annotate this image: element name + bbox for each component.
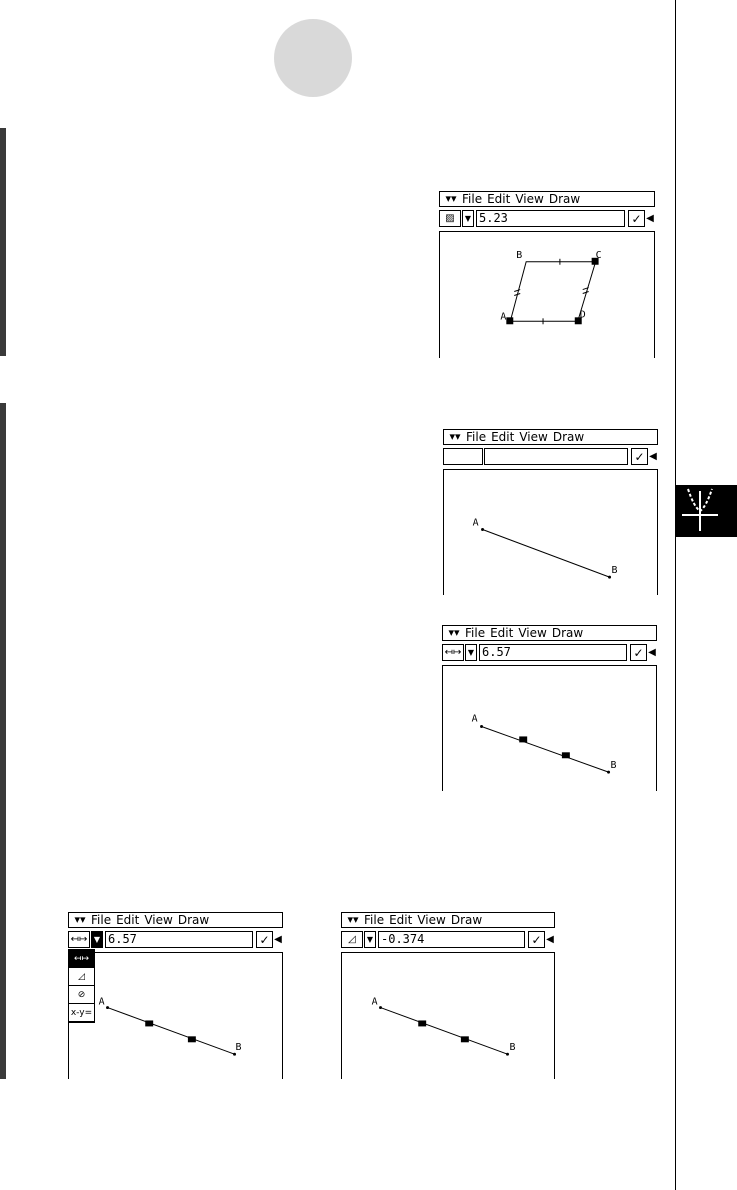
point-label-d: D [579,309,586,321]
menu-file[interactable]: File [462,192,483,206]
left-arrow-icon[interactable]: ◀ [648,647,656,658]
check-icon[interactable]: ✓ [528,931,545,948]
check-icon[interactable]: ✓ [628,210,645,227]
segment-ab [482,727,609,773]
menu-file[interactable]: File [466,430,487,444]
point-label-b: B [516,249,523,261]
page-circle [274,19,352,97]
segment-ab [381,1008,508,1055]
point-label-a: A [500,311,507,323]
drawing-area[interactable] [443,469,658,595]
point-label-b: B [611,565,618,577]
point-label-b: B [610,760,617,772]
double-chevron-down-icon[interactable]: ▾▾ [448,626,460,639]
direction-icon[interactable]: ⊘ [69,986,94,1004]
menu-edit[interactable]: Edit [491,430,515,444]
point-label-c: C [595,249,602,261]
section-bar-1 [0,128,6,356]
measurement-toolbar [439,209,655,228]
point-label-b: B [509,1042,516,1054]
chevron-down-icon[interactable]: ▼ [465,644,477,661]
length-icon[interactable]: ↤↦ [442,644,464,661]
drawing-area[interactable] [68,952,283,1079]
point-label-a: A [471,713,478,725]
calculator-screen-popup [68,912,283,1079]
length-icon[interactable]: ↤↦ [69,950,94,968]
left-arrow-icon[interactable]: ◀ [646,213,654,224]
check-icon[interactable]: ✓ [256,931,273,948]
double-chevron-down-icon[interactable]: ▾▾ [347,913,359,926]
calculator-screen-length [442,625,657,791]
double-chevron-down-icon[interactable]: ▾▾ [74,913,86,926]
measurement-toolbar [68,930,283,949]
chevron-down-icon[interactable]: ▼ [462,210,474,227]
point-a[interactable] [106,1006,109,1009]
segment-ab [108,1008,235,1055]
chevron-down-icon[interactable]: ▼ [364,931,376,948]
menu-bar [443,429,658,445]
menu-draw[interactable]: Draw [548,192,581,206]
equation-icon[interactable]: x-y= [69,1004,94,1022]
vertex-handle[interactable] [506,317,513,324]
menu-bar [68,912,283,928]
point-a[interactable] [379,1006,382,1009]
measurement-value[interactable] [484,448,628,465]
double-chevron-down-icon[interactable]: ▾▾ [449,430,461,443]
menu-file[interactable]: File [465,626,486,640]
left-arrow-icon[interactable]: ◀ [546,934,554,945]
measurement-value[interactable]: 6.57 [479,644,627,661]
menu-bar [439,191,655,207]
drawing-area[interactable] [341,952,555,1079]
menu-view[interactable]: View [519,430,548,444]
chapter-tab [676,485,737,537]
selection-handle[interactable] [188,1036,196,1042]
selection-handle[interactable] [418,1020,426,1026]
calculator-screen-segment [443,429,658,595]
double-chevron-down-icon[interactable]: ▾▾ [445,192,457,205]
point-label-a: A [472,517,479,529]
selection-handle[interactable] [461,1036,469,1042]
menu-edit[interactable]: Edit [490,626,514,640]
selection-handle[interactable] [519,736,527,742]
measurement-value[interactable]: 5.23 [476,210,625,227]
drawing-area[interactable] [442,665,657,791]
conic-graph-icon [676,485,737,537]
measurement-value[interactable]: -0.374 [378,931,525,948]
menu-view[interactable]: View [518,626,547,640]
menu-draw[interactable]: Draw [177,913,210,927]
length-icon[interactable]: ↤↦ [68,931,90,948]
menu-view[interactable]: View [144,913,173,927]
point-a[interactable] [480,725,483,728]
point-label-a: A [98,996,105,1008]
menu-edit[interactable]: Edit [389,913,413,927]
slope-icon[interactable]: ◿ [341,931,363,948]
menu-draw[interactable]: Draw [552,430,585,444]
menu-draw[interactable]: Draw [551,626,584,640]
menu-bar [442,625,657,641]
selection-handle[interactable] [562,752,570,758]
empty-tool-box[interactable] [443,448,483,465]
menu-edit[interactable]: Edit [116,913,140,927]
double-tick-mark [514,290,520,292]
menu-view[interactable]: View [417,913,446,927]
left-arrow-icon[interactable]: ◀ [274,934,282,945]
menu-file[interactable]: File [91,913,112,927]
point-label-b: B [235,1042,242,1054]
measurement-type-popup [68,949,95,1023]
segment-ab [483,530,610,578]
section-bar-2 [0,403,6,1079]
slope-icon[interactable]: ◿ [69,968,94,986]
point-a[interactable] [481,528,484,531]
calculator-screen-parallelogram [439,191,655,358]
menu-draw[interactable]: Draw [450,913,483,927]
chevron-down-icon[interactable]: ▼ [91,931,103,948]
menu-edit[interactable]: Edit [487,192,511,206]
drawing-area[interactable] [439,231,655,358]
measurement-toolbar [341,930,555,949]
menu-file[interactable]: File [364,913,385,927]
menu-view[interactable]: View [515,192,544,206]
left-arrow-icon[interactable]: ◀ [649,451,657,462]
check-icon[interactable]: ✓ [630,644,647,661]
margin-line [675,0,676,1190]
area-icon[interactable]: ▨ [439,210,461,227]
menu-bar [341,912,555,928]
measurement-value[interactable]: 6.57 [105,931,253,948]
check-icon[interactable]: ✓ [631,448,648,465]
measurement-toolbar [443,447,658,466]
calculator-screen-slope [341,912,555,1079]
point-label-a: A [371,996,378,1008]
selection-handle[interactable] [145,1020,153,1026]
measurement-toolbar [442,643,657,662]
